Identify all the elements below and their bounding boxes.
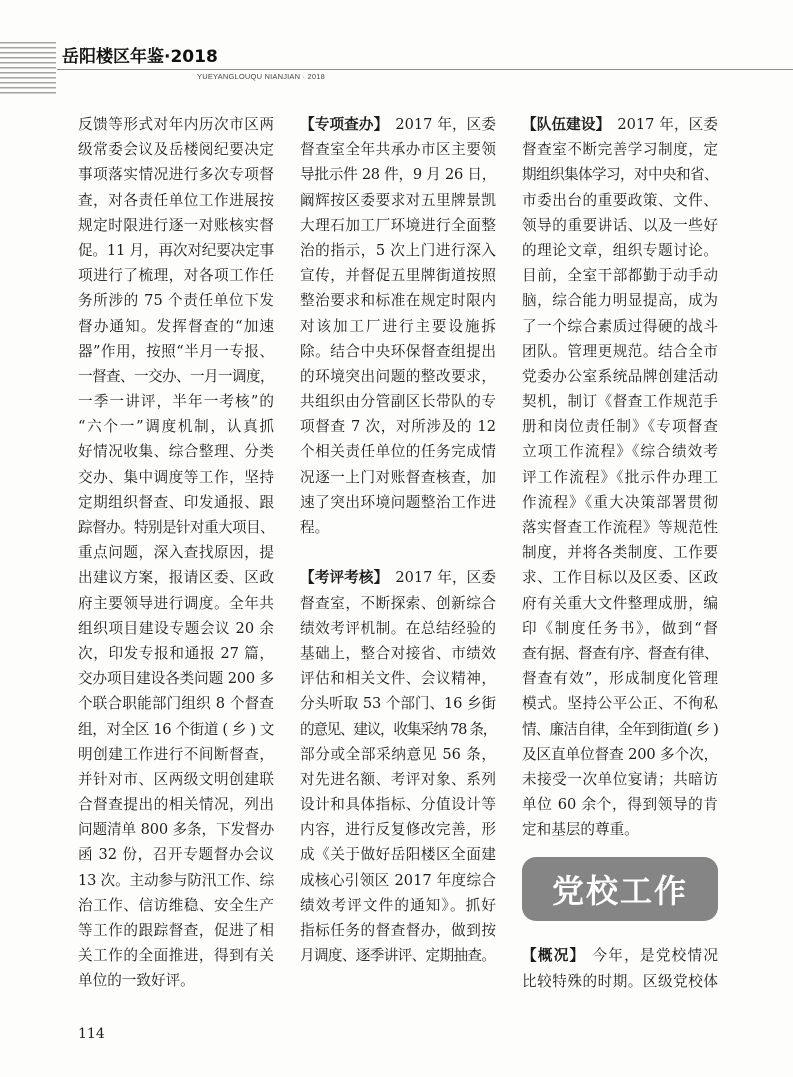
line-text: 促。11 月，再次对纪要决定事 <box>78 241 274 259</box>
text-line <box>300 918 496 943</box>
text-line <box>522 162 718 187</box>
text-line <box>78 767 274 792</box>
text-line <box>300 717 496 742</box>
text-line <box>78 641 274 666</box>
line-text: 项进行了梳理，对各项工作任 <box>78 267 274 285</box>
line-text: 阚辉按区委要求对五里牌景凯 <box>300 191 496 209</box>
line-text: 单位 60 余个，得到领导的肯 <box>522 796 718 814</box>
text-line <box>78 439 274 464</box>
line-text: 合督查提出的相关情况，列出 <box>78 796 274 814</box>
line-text: 组织项目建设专题会议 20 余 <box>78 619 274 637</box>
line-text: 规定时限进行逐一对账核实督 <box>78 216 274 234</box>
text-line <box>522 591 718 616</box>
line-text: 落实督查工作流程》等规范性 <box>522 519 718 536</box>
text-line <box>78 943 274 968</box>
line-text: 的意见、建议，收集采纳 78 条， <box>300 720 496 738</box>
line-text: 情、廉洁自律，全年到街道( 乡 ) <box>522 720 718 738</box>
text-line <box>300 565 496 590</box>
text-line <box>300 339 496 364</box>
paragraph-heading: 【考评考核】 <box>300 569 389 587</box>
text-line <box>300 188 496 213</box>
text-line <box>522 641 718 666</box>
text-line <box>78 842 274 867</box>
text-line <box>522 792 718 817</box>
line-text: 2017 年，区委 <box>617 116 718 133</box>
line-text: 共组织由分管副区长带队的专 <box>300 393 496 411</box>
line-text: 册和岗位责任制》《专项督查 <box>522 418 718 436</box>
line-text: 组，对全区 16 个街道 ( 乡 ) 文 <box>78 720 274 738</box>
paragraph <box>522 943 718 993</box>
text-line <box>300 792 496 817</box>
text-line <box>522 817 718 842</box>
line-text: 定和基层的尊重。 <box>522 821 639 839</box>
line-text: 器”作用，按照“半月一专报、 <box>78 342 274 360</box>
line-text: 契机，制订《督查工作规范手 <box>522 393 718 411</box>
text-line <box>522 540 718 565</box>
line-text: 2017 年，区委 <box>395 116 496 133</box>
line-text: 绩效考评文件的通知》。抓好 <box>300 896 496 914</box>
line-text: 对先进名额、考评对象、系列 <box>300 770 496 788</box>
text-line <box>300 465 496 490</box>
text-line <box>300 213 496 238</box>
line-text: 级常委会议及岳楼阅纪要决定 <box>78 141 274 159</box>
line-text: 反馈等形式对年内历次市区两 <box>78 116 274 133</box>
line-text: 府有关重大文件整理成册，编 <box>522 594 718 612</box>
line-text: 一督查、一交办、一月一调度， <box>78 367 274 385</box>
line-text: 个相关责任单位的任务完成情 <box>300 443 496 461</box>
line-text: 导批示件 28 件，9 月 26 日， <box>300 166 496 184</box>
line-text: 脑，综合能力明显提高，成为 <box>522 292 718 310</box>
text-line <box>78 389 274 414</box>
text-line <box>300 439 496 464</box>
line-text: 个联合职能部门组织 8 个督查 <box>78 695 274 713</box>
text-line <box>78 188 274 213</box>
text-line <box>300 515 496 540</box>
line-text: 函 32 份，召开专题督办会议 <box>78 846 274 864</box>
line-text: 成核心引领区 2017 年度综合 <box>300 871 496 889</box>
line-text: “六个一”调度机制，认真抓 <box>78 418 274 436</box>
text-line <box>78 238 274 263</box>
line-text: 模式。坚持公平公正、不徇私 <box>522 695 718 713</box>
text-line <box>522 389 718 414</box>
text-line <box>300 591 496 616</box>
line-text: 今年，是党校情况 <box>592 947 718 965</box>
line-text: 部分或全部采纳意见 56 条， <box>300 745 496 763</box>
text-line <box>78 868 274 893</box>
text-line <box>300 288 496 313</box>
line-text: 查，对各责任单位工作进展按 <box>78 191 274 209</box>
text-line <box>300 616 496 641</box>
text-line <box>522 188 718 213</box>
text-line <box>78 817 274 842</box>
text-line <box>522 339 718 364</box>
text-line <box>300 868 496 893</box>
line-text: 事项落实情况进行多次专项督 <box>78 166 274 184</box>
header-stripes-decoration <box>0 42 56 96</box>
line-text: 除。结合中央环保督查组提出 <box>300 342 496 360</box>
line-text: 评工作流程》《批示件办理工 <box>522 468 718 486</box>
line-text: 的理论文章，组织专题讨论。 <box>522 241 718 259</box>
text-line <box>522 742 718 767</box>
line-text: 单位的一致好评。 <box>78 972 195 990</box>
text-line <box>78 137 274 162</box>
text-line <box>300 414 496 439</box>
text-line <box>522 616 718 641</box>
text-line <box>300 817 496 842</box>
line-text: 况逐一上门对账督查核查，加 <box>300 468 496 486</box>
text-line <box>522 490 718 515</box>
text-line <box>300 364 496 389</box>
line-text: 治工作、信访维稳、安全生产 <box>78 896 274 914</box>
text-line <box>300 137 496 162</box>
line-text: 指标任务的督查督办，做到按 <box>300 922 496 939</box>
running-header-subtitle: YUEYANGLOUQU NIANJIAN · 2018 <box>197 72 325 81</box>
line-text: 设计和具体指标、分值设计等 <box>300 796 496 814</box>
line-text: 未接受一次单位宴请；共暗访 <box>522 770 718 788</box>
text-line <box>522 767 718 792</box>
text-line <box>522 238 718 263</box>
text-line <box>300 112 496 137</box>
line-text: 治的指示，5 次上门进行深入 <box>300 241 496 259</box>
line-text: 比较特殊的时期。区级党校体 <box>522 972 718 990</box>
text-line <box>78 742 274 767</box>
line-text: 踪督办。特别是针对重大项目、 <box>78 519 274 536</box>
text-line <box>78 465 274 490</box>
line-text: 项督查 7 次，对所涉及的 12 <box>300 418 496 436</box>
text-line <box>300 842 496 867</box>
line-text: 督查有效”，形成制度化管理 <box>522 670 718 688</box>
text-line <box>78 288 274 313</box>
text-line <box>300 943 496 968</box>
text-line <box>78 540 274 565</box>
line-text: 速了突出环境问题整治工作进 <box>300 493 496 511</box>
line-text: 一季一讲评，半年一考核”的 <box>78 393 274 411</box>
text-line <box>522 213 718 238</box>
text-line <box>522 969 718 994</box>
text-line <box>78 515 274 540</box>
paragraph <box>300 565 496 968</box>
line-text: 月调度、逐季讲评、定期抽查。 <box>300 947 496 965</box>
text-line <box>522 565 718 590</box>
text-line <box>300 263 496 288</box>
text-line <box>78 792 274 817</box>
line-text: 立项工作流程》《综合绩效考 <box>522 443 718 461</box>
text-line <box>78 490 274 515</box>
line-text: 明创建工作进行不间断督查， <box>78 745 274 763</box>
paragraph <box>300 112 496 540</box>
text-line <box>522 439 718 464</box>
text-line <box>78 112 274 137</box>
line-text: 市委出台的重要政策、文件、 <box>522 191 718 209</box>
section-banner-title: 党校工作 <box>551 872 688 911</box>
text-column-1 <box>78 112 274 994</box>
line-text: 好情况收集、综合整理、分类 <box>78 443 274 461</box>
text-line <box>78 893 274 918</box>
running-header-title: 岳阳楼区年鉴·2018 <box>62 47 218 67</box>
line-text: 制度，并将各类制度、工作要 <box>522 544 718 562</box>
line-text: 关工作的全面推进，得到有关 <box>78 947 274 965</box>
line-text: 宣传，并督促五里牌街道按照 <box>300 267 496 285</box>
line-text: 内容，进行反复修改完善，形 <box>300 821 496 839</box>
text-line <box>300 314 496 339</box>
line-text: 印《制度任务书》，做到“督 <box>522 619 718 637</box>
text-line <box>78 717 274 742</box>
line-text: 领导的重要讲话、以及一些好 <box>522 216 718 234</box>
line-text: 次，印发专报和通报 27 篇， <box>78 644 274 662</box>
line-text: 等工作的跟踪督查，促进了相 <box>78 922 274 939</box>
text-line <box>78 565 274 590</box>
text-line <box>522 288 718 313</box>
paragraph <box>78 112 274 994</box>
line-text: 出建议方案，报请区委、区政 <box>78 569 274 587</box>
text-line <box>522 414 718 439</box>
text-line <box>78 263 274 288</box>
text-line <box>522 943 718 968</box>
text-line <box>522 717 718 742</box>
text-line <box>300 162 496 187</box>
text-line <box>300 490 496 515</box>
line-text: 绩效考评机制。在总结经验的 <box>300 619 496 637</box>
line-text: 党委办公室系统品牌创建活动 <box>522 367 718 385</box>
text-line <box>522 465 718 490</box>
line-text: 问题清单 800 多条，下发督办 <box>78 821 274 839</box>
line-text: 府主要领导进行调度。全年共 <box>78 594 274 612</box>
line-text: 督查室不断完善学习制度，定 <box>522 141 718 159</box>
line-text: 督查室，不断探索、创新综合 <box>300 594 496 612</box>
line-text: 的环境突出问题的整改要求， <box>300 367 496 385</box>
text-line <box>522 666 718 691</box>
line-text: 查有据、督查有序、督查有律、 <box>522 644 718 662</box>
text-line <box>522 314 718 339</box>
line-text: 了一个综合素质过得硬的战斗 <box>522 317 718 335</box>
paragraph-heading: 【队伍建设】 <box>522 116 611 133</box>
paragraph-heading: 【专项查办】 <box>300 116 389 133</box>
text-line <box>300 767 496 792</box>
text-line <box>300 691 496 716</box>
text-line <box>78 162 274 187</box>
line-text: 基础上，整合对接省、市绩效 <box>300 644 496 662</box>
line-text: 整治要求和标准在规定时限内 <box>300 292 496 310</box>
text-line <box>78 364 274 389</box>
line-text: 评估和相关文件、会议精神， <box>300 670 496 688</box>
text-line <box>78 691 274 716</box>
line-text: 团队。管理更规范。结合全市 <box>522 342 718 360</box>
text-line <box>300 238 496 263</box>
text-line <box>78 414 274 439</box>
line-text: 期组织集体学习，对中央和省、 <box>522 166 718 184</box>
text-line <box>522 263 718 288</box>
text-line <box>300 893 496 918</box>
section-banner <box>522 857 718 921</box>
text-line <box>300 641 496 666</box>
text-column-3 <box>522 112 718 994</box>
text-line <box>522 364 718 389</box>
text-line <box>300 666 496 691</box>
text-line <box>78 213 274 238</box>
text-line <box>78 591 274 616</box>
line-text: 成《关于做好岳阳楼区全面建 <box>300 846 496 864</box>
text-line <box>522 112 718 137</box>
text-line <box>78 339 274 364</box>
text-line <box>78 314 274 339</box>
line-text: 及区直单位督查 200 多个次， <box>522 745 718 763</box>
text-line <box>300 742 496 767</box>
text-line <box>522 691 718 716</box>
line-text: 大理石加工厂环境进行全面整 <box>300 216 496 234</box>
line-text: 务所涉的 75 个责任单位下发 <box>78 292 274 310</box>
line-text: 程。 <box>300 519 330 536</box>
line-text: 并针对市、区两级文明创建联 <box>78 770 274 788</box>
line-text: 分头听取 53 个部门、16 乡街 <box>300 695 496 713</box>
line-text: 求、工作目标以及区委、区政 <box>522 569 718 587</box>
line-text: 作流程》《重大决策部署贯彻 <box>522 493 718 511</box>
paragraph <box>522 112 718 842</box>
line-text: 2017 年，区委 <box>395 569 496 587</box>
text-line <box>522 137 718 162</box>
line-text: 对该加工厂进行主要设施拆 <box>300 317 496 335</box>
text-column-2 <box>300 112 496 968</box>
text-line <box>78 616 274 641</box>
line-text: 目前，全室干部都勤于动手动 <box>522 267 718 285</box>
text-line <box>78 968 274 993</box>
line-text: 督查室全年共承办市区主要领 <box>300 141 496 159</box>
line-text: 重点问题，深入查找原因，提 <box>78 544 274 562</box>
text-line <box>78 666 274 691</box>
line-text: 13 次。主动参与防汛工作、综 <box>78 871 274 889</box>
line-text: 交办项目建设各类问题 200 多 <box>78 670 274 688</box>
line-text: 定期组织督查、印发通报、跟 <box>78 493 274 511</box>
header-rule <box>57 69 793 70</box>
text-line <box>522 515 718 540</box>
page-number: 114 <box>78 1026 105 1042</box>
text-line <box>300 389 496 414</box>
paragraph-heading: 【概况】 <box>522 947 586 965</box>
line-text: 交办、集中调度等工作，坚持 <box>78 468 274 486</box>
line-text: 督办通知。发挥督查的“加速 <box>78 317 274 335</box>
text-line <box>78 918 274 943</box>
